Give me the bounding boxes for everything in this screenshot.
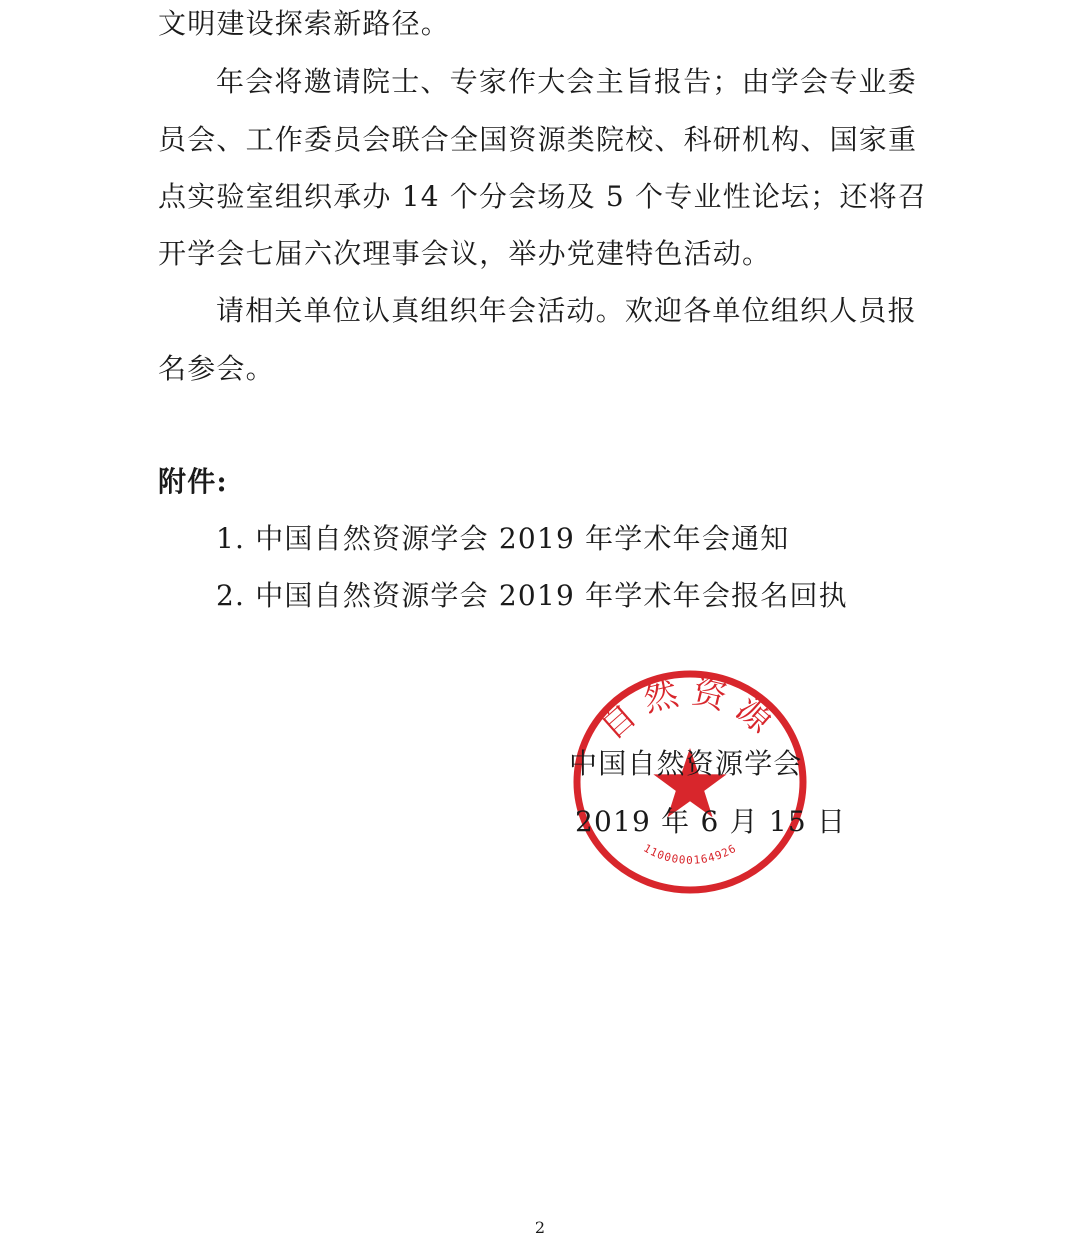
paragraph-line: 员会、工作委员会联合全国资源类院校、科研机构、国家重 bbox=[158, 123, 918, 156]
attachments-heading: 附件: bbox=[158, 465, 228, 498]
attachment-item: 1. 中国自然资源学会 2019 年学术年会通知 bbox=[216, 522, 790, 555]
attachment-item: 2. 中国自然资源学会 2019 年学术年会报名回执 bbox=[216, 579, 848, 612]
paragraph-line: 开学会七届六次理事会议，举办党建特色活动。 bbox=[158, 237, 772, 270]
seal-number: 1100000164926 bbox=[641, 841, 739, 867]
paragraph-line: 文明建设探索新路径。 bbox=[158, 7, 451, 40]
paragraph-line: 年会将邀请院士、专家作大会主旨报告；由学会专业委 bbox=[216, 65, 917, 98]
seal-top-text: 自然资源 bbox=[592, 671, 788, 748]
paragraph-line: 请相关单位认真组织年会活动。欢迎各单位组织人员报 bbox=[216, 294, 917, 327]
signing-date: 2019 年 6 月 15 日 bbox=[575, 805, 847, 838]
paragraph-line: 点实验室组织承办 14 个分会场及 5 个专业性论坛；还将召 bbox=[158, 180, 928, 213]
signing-organization: 中国自然资源学会 bbox=[569, 747, 803, 780]
page-number: 2 bbox=[534, 1218, 546, 1237]
paragraph-line: 名参会。 bbox=[158, 352, 275, 385]
